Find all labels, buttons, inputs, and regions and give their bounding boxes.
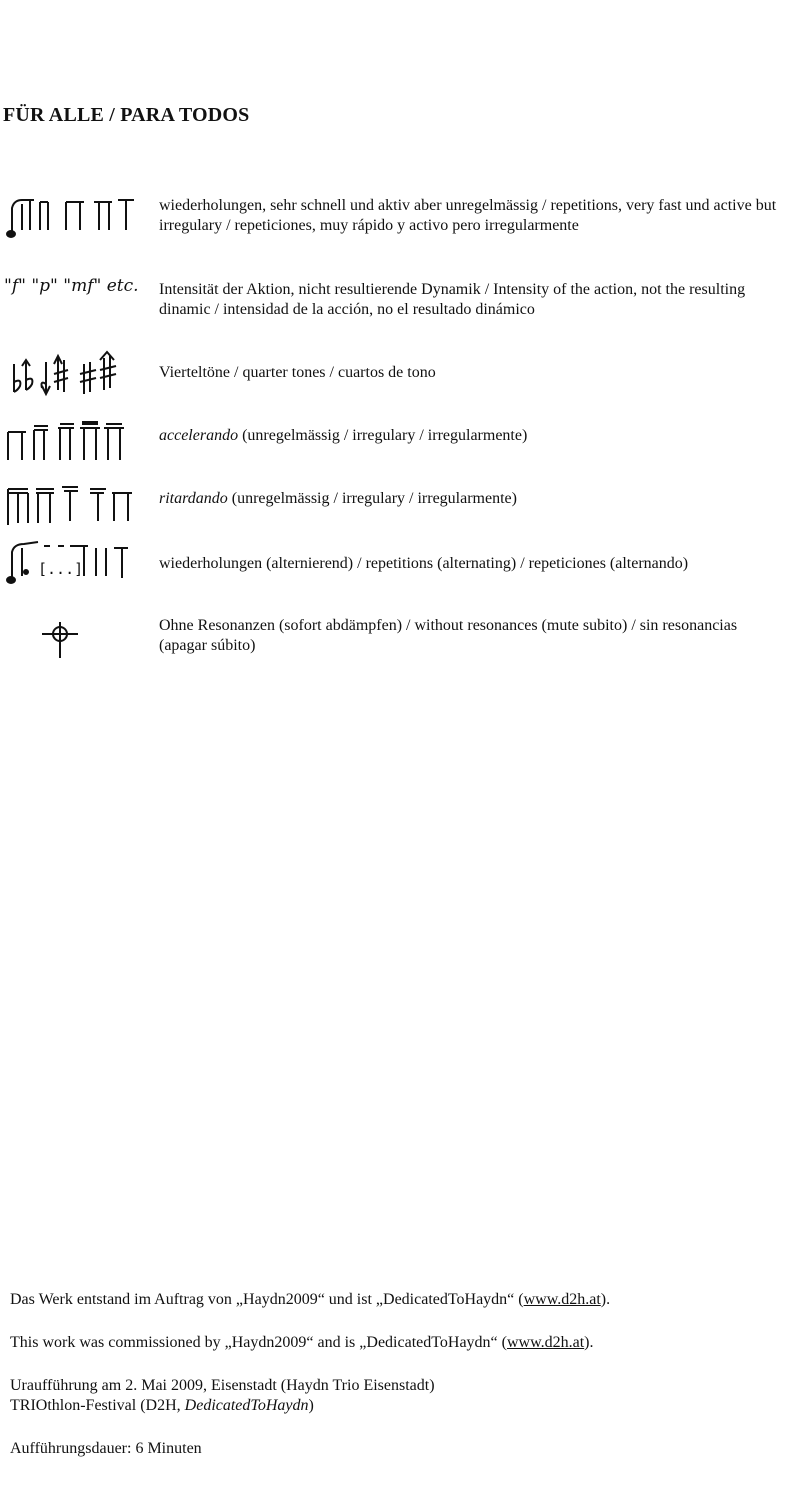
no-resonance-notation-icon	[40, 614, 88, 662]
legend-description	[159, 489, 779, 509]
legend-description: wiederholungen, sehr schnell und aktiv aber unregelmässig / repetitions, very fast und active but irregulary / repeticiones, muy rápido y activo pero irregularmente	[159, 197, 777, 234]
legend-description: wiederholungen (alternierend) / repetitions (alternating) / repeticiones (alternando)	[159, 555, 689, 572]
alternating-repetitions-notation-icon	[4, 538, 144, 586]
accelerando-notation-icon	[4, 420, 128, 464]
legend-description: Ohne Resonanzen (sofort abdämpfen) / without resonances (mute subito) / sin resonancias (apagar súbito)	[159, 617, 738, 654]
legend-italic-term: ritardando	[159, 490, 228, 507]
page-title: FÜR ALLE / PARA TODOS	[3, 104, 250, 126]
legend-term-detail: (unregelmässig / irregulary / irregularmente)	[227, 490, 517, 507]
premiere-line-1: Uraufführung am 2. Mai 2009, Eisenstadt (Haydn Trio Eisenstadt)	[10, 1377, 435, 1394]
legend-description: Intensität der Aktion, nicht resultierende Dynamik / Intensity of the action, not the resulting dinamic / intensidad de la acción, no el resultado dinámico	[159, 281, 746, 318]
commission-text-end: ).	[600, 1291, 611, 1308]
legend-description	[159, 426, 779, 446]
d2h-link[interactable]: www.d2h.at	[523, 1291, 601, 1308]
legend-description: Vierteltöne / quarter tones / cuartos de tono	[159, 364, 436, 381]
commission-text-end: ).	[584, 1334, 594, 1351]
premiere-text: TRIOthlon-Festival (D2H,	[10, 1397, 185, 1414]
dynamics-symbol-text: "f" "p" "mf" etc.	[4, 276, 139, 296]
legend-term-detail: (unregelmässig / irregulary / irregularmente)	[238, 427, 528, 444]
commission-text: This work was commissioned by „Haydn2009“ and is „DedicatedToHaydn“ (	[10, 1334, 507, 1351]
quarter-tones-notation-icon	[4, 350, 124, 398]
premiere-italic: DedicatedToHaydn	[184, 1397, 309, 1414]
premiere-text-end: )	[308, 1397, 314, 1414]
premiere-line-2	[10, 1396, 790, 1416]
alternating-bracket-text: [...]	[38, 560, 84, 578]
commission-note-en	[10, 1333, 790, 1353]
commission-note-de	[10, 1290, 790, 1310]
performance-duration: Aufführungsdauer: 6 Minuten	[10, 1440, 202, 1457]
d2h-link[interactable]: www.d2h.at	[506, 1334, 585, 1351]
ritardando-notation-icon	[4, 483, 134, 527]
dynamics-notation-icon	[4, 276, 154, 296]
repetitions-notation-icon	[4, 194, 134, 238]
commission-text: Das Werk entstand im Auftrag von „Haydn2009“ und ist „DedicatedToHaydn“ (	[10, 1291, 524, 1308]
legend-italic-term: accelerando	[159, 427, 239, 444]
